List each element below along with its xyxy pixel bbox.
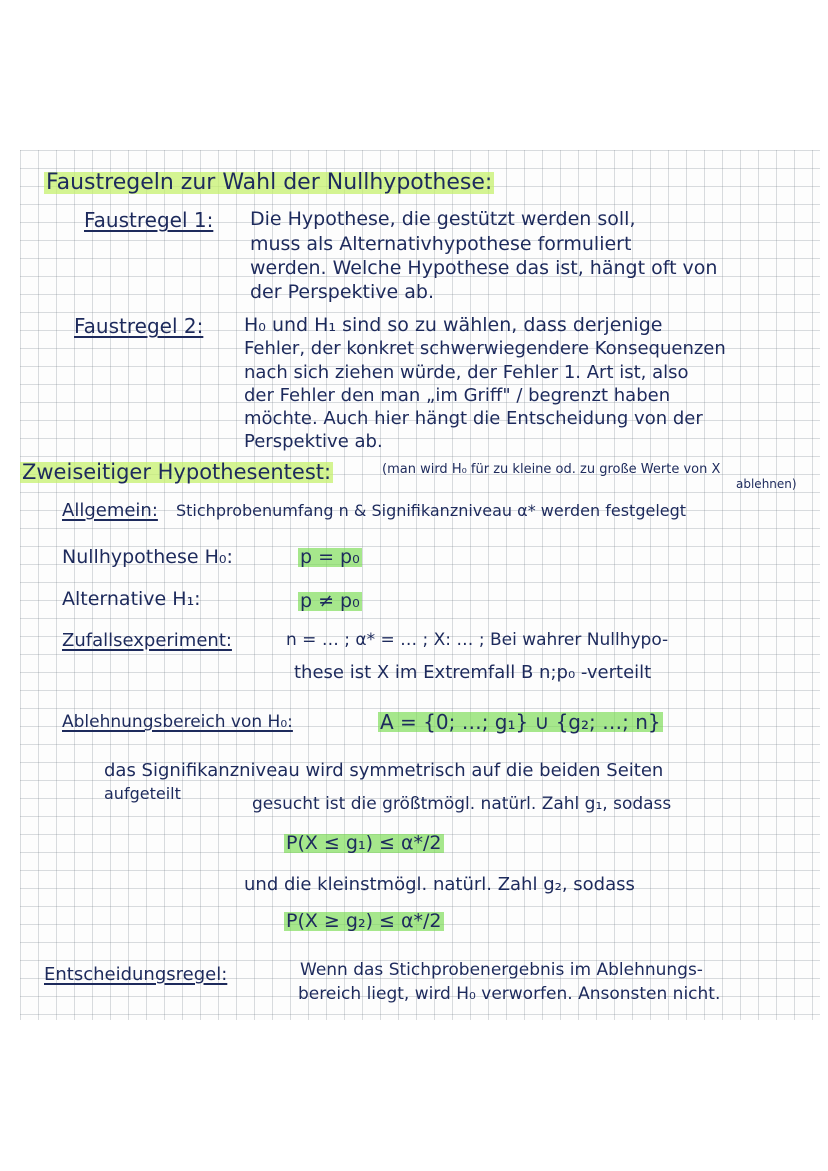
null-hypothesis-formula: p = p₀: [300, 546, 360, 568]
formula-g2: P(X ≥ g₂) ≤ α*/2: [286, 910, 442, 932]
search-g1-text: gesucht ist die größtmögl. natürl. Zahl g₁, sodass: [252, 794, 672, 814]
rule2-line: H₀ und H₁ sind so zu wählen, dass derjenige: [244, 314, 663, 336]
rule1-line: Die Hypothese, die gestützt werden soll,: [250, 208, 636, 230]
experiment-text-cont: these ist X im Extremfall B n;p₀ -verteilt: [294, 662, 652, 683]
rule2-line: Perspektive ab.: [244, 431, 383, 452]
experiment-label: Zufallsexperiment:: [62, 630, 232, 651]
search-g2-text: und die kleinstmögl. natürl. Zahl g₂, sodass: [244, 874, 635, 895]
formula-g1: P(X ≤ g₁) ≤ α*/2: [286, 832, 442, 854]
rule2-line: Fehler, der konkret schwerwiegendere Konsequenzen: [244, 338, 726, 359]
general-text: Stichprobenumfang n & Signifikanzniveau α* werden festgelegt: [176, 501, 687, 520]
rules-heading: Faustregeln zur Wahl der Nullhypothese:: [46, 170, 493, 195]
rule1-line: werden. Welche Hypothese das ist, hängt oft von: [250, 257, 718, 279]
rule2-line: der Fehler den man „im Griff" / begrenzt haben: [244, 385, 671, 406]
two-sided-note-cont: ablehnen): [736, 477, 797, 491]
symmetric-text: das Signifikanzniveau wird symmetrisch auf die beiden Seiten: [104, 760, 664, 781]
rule1-label: Faustregel 1:: [84, 208, 214, 232]
decision-label: Entscheidungsregel:: [44, 964, 228, 985]
symmetric-text-cont: aufgeteilt: [104, 784, 181, 803]
rule1-line: der Perspektive ab.: [250, 281, 434, 303]
general-label: Allgemein:: [62, 500, 158, 521]
rule2-label: Faustregel 2:: [74, 314, 204, 338]
alternative-formula: p ≠ p₀: [300, 590, 360, 612]
two-sided-title: Zweiseitiger Hypothesentest:: [22, 460, 332, 484]
rule1-line: muss als Alternativhypothese formuliert: [250, 233, 632, 255]
two-sided-note: (man wird H₀ für zu kleine od. zu große Werte von X: [382, 462, 721, 477]
rule2-line: nach sich ziehen würde, der Fehler 1. Art ist, also: [244, 362, 689, 383]
experiment-text: n = … ; α* = … ; X: … ; Bei wahrer Nullhypo-: [286, 630, 669, 650]
rejection-label: Ablehnungsbereich von H₀:: [62, 712, 293, 732]
rejection-formula: A = {0; …; g₁} ∪ {g₂; …; n}: [380, 710, 661, 734]
null-hypothesis-label: Nullhypothese H₀:: [62, 546, 233, 568]
decision-text: Wenn das Stichprobenergebnis im Ablehnungs-: [300, 960, 703, 980]
rule2-line: möchte. Auch hier hängt die Entscheidung von der: [244, 408, 703, 429]
decision-text-cont: bereich liegt, wird H₀ verworfen. Ansonsten nicht.: [298, 984, 721, 1004]
alternative-label: Alternative H₁:: [62, 588, 201, 610]
